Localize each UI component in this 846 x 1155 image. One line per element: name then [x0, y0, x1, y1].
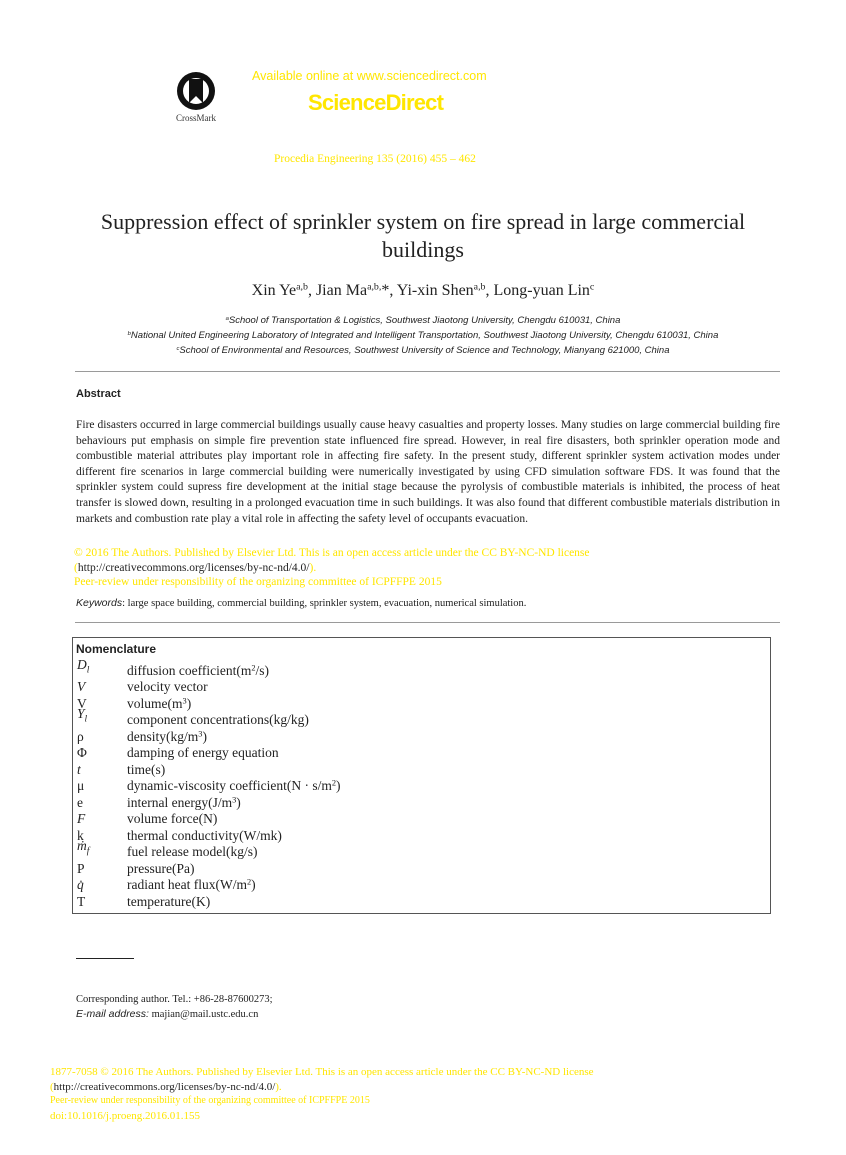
available-online[interactable]: Available online at www.sciencedirect.com: [252, 69, 487, 83]
affiliations: [0, 313, 846, 358]
crossmark-icon: [175, 70, 217, 112]
footer-link-line: (http://creativecommons.org/licenses/by-nc-nd/4.0/).: [50, 1080, 282, 1093]
nomenclature-symbol: q̇: [77, 877, 84, 892]
nomenclature-symbol: e: [77, 794, 83, 810]
nomenclature-symbol: ρ: [77, 728, 84, 744]
nomenclature-symbol: k: [77, 827, 84, 843]
nomenclature-row: [76, 679, 767, 696]
footer: [50, 1065, 594, 1123]
nomenclature-description: $density(kg/m^3)$: [127, 728, 207, 744]
license-line: © 2016 The Authors. Published by Elsevier Ltd. This is an open access article under the CC BY-NC-ND license: [74, 547, 590, 559]
author: Xin Ye$^{a,b}$,: [251, 281, 316, 299]
nomenclature-row: [76, 838, 767, 861]
nomenclature-description: thermal conductivity(W/mk): [127, 827, 282, 843]
nomenclature-symbol: t: [77, 761, 81, 777]
email-line: E-mail address: majian@mail.ustc.edu.cn: [76, 1008, 259, 1020]
footer-license: 1877-7058 © 2016 The Authors. Published by Elsevier Ltd. This is an open access article under the CC BY-NC-ND license: [50, 1066, 594, 1078]
nomenclature-box: [72, 637, 771, 914]
affiliation: $^c$School of Environmental and Resources, Southwest University of Science and Technology, Mianyang 621000, China: [176, 345, 670, 356]
nomenclature-row: [76, 877, 767, 894]
footer-peer-review: Peer-review under responsibility of the organizing committee of ICPFFPE 2015: [50, 1095, 370, 1106]
abstract-heading: Abstract: [76, 388, 121, 400]
peer-review-line: Peer-review under responsibility of the organizing committee of ICPFFPE 2015: [74, 576, 442, 589]
nomenclature-description: damping of energy equation: [127, 745, 279, 760]
paper-title: Suppression effect of sprinkler system on fire spread in large commercial buildings: [100, 209, 746, 262]
nomenclature-row: [76, 761, 767, 778]
nomenclature-row: [76, 860, 767, 877]
nomenclature-description: volume force(N): [127, 811, 218, 826]
nomenclature-row: [76, 811, 767, 828]
crossmark-label: CrossMark: [176, 113, 216, 123]
nomenclature-row: [76, 745, 767, 762]
nomenclature-symbol: ṁ$_f$: [77, 838, 90, 857]
nomenclature-row: [76, 728, 767, 745]
nomenclature-description: internal $energy(J/m^3)$: [127, 794, 241, 810]
journal-reference: Procedia Engineering 135 (2016) 455 – 462: [274, 153, 476, 165]
nomenclature-row: [76, 695, 767, 712]
nomenclature-description: temperature(K): [127, 893, 211, 909]
nomenclature-symbol: P: [77, 860, 85, 876]
author: Long-yuan Lin$^c$: [493, 281, 595, 299]
nomenclature-row: [76, 706, 767, 729]
footnote-rule: [76, 958, 134, 959]
abstract-body: Fire disasters occurred in large commercial buildings usually cause heavy casualties and property losses. Many studies on large commercial building fire behaviours put emphasis on simple fire prevention state influenced fire spread. However, in real fire disasters, both sprinkler operation mode and combustible material attributes play important role in affecting fire safety. In the present study, different sprinkler system activation modes under different fire scenarios in large commercial building were numerically investigated by using CFD simulation software FDS. It was found that the sprinkler system could supress fire development at the initial stage because the pyrolysis of combustible materials is inhibited, the process of heat transfer is slowed down, resulting in a prolonged evacuation time in such buildings. It was also found that different combustible materials distribution in markets and combustion rate play a vital role in affecting the safety level of occupants evacuation.: [76, 419, 780, 525]
nomenclature-symbol: F⃗: [77, 811, 96, 826]
divider: [75, 371, 780, 372]
nomenclature-row: [76, 893, 767, 910]
crossmark-logo[interactable]: [168, 70, 224, 123]
nomenclature-description: fuel release model(kg/s): [127, 844, 258, 859]
nomenclature-list: [76, 656, 767, 910]
author: Yi-xin Shen$^{a,b}$,: [396, 281, 494, 299]
nomenclature-symbol: $D_l$: [77, 656, 90, 676]
nomenclature-symbol: $Y_l$: [77, 706, 88, 725]
nomenclature-description: pressure(Pa): [127, 860, 195, 876]
footer-doi[interactable]: doi:10.1016/j.proeng.2016.01.155: [50, 1109, 201, 1122]
keywords-label: Keywords: [76, 597, 123, 609]
divider: [75, 622, 780, 623]
license-block: [74, 546, 590, 590]
keywords: Keywords: large space building, commercial building, sprinkler system, evacuation, numerical simulation.: [76, 597, 527, 609]
nomenclature-symbol: V⃗: [77, 679, 96, 694]
affiliation: $^b$National United Engineering Laboratory of Integrated and Intelligent Transportation, Southwest Jiaotong University, Chengdu 610031, China: [127, 330, 719, 341]
license-link[interactable]: http://creativecommons.org/licenses/by-nc-nd/4.0/: [77, 561, 310, 574]
nomenclature-description: diffusion $coefficient(m^2/s)$: [127, 662, 270, 678]
nomenclature-description: component concentrations(kg/kg): [127, 712, 309, 727]
nomenclature-symbol: V: [77, 695, 87, 711]
nomenclature-row: [76, 656, 767, 679]
nomenclature-symbol: μ: [77, 778, 85, 793]
nomenclature-symbol: T: [77, 893, 86, 909]
nomenclature-symbol: Φ: [77, 745, 87, 760]
nomenclature-row: [76, 778, 767, 795]
author-list: [0, 282, 846, 300]
nomenclature-row: [76, 794, 767, 811]
footer-license-link[interactable]: http://creativecommons.org/licenses/by-nc-nd/4.0/: [53, 1080, 276, 1093]
nomenclature-heading: Nomenclature: [76, 642, 157, 656]
sciencedirect-brand: ScienceDirect: [308, 90, 444, 115]
footnote: [76, 993, 273, 1022]
affiliation: $^a$School of Transportation & Logistics, Southwest Jiaotong University, Chengdu 610031, China: [225, 315, 621, 326]
nomenclature-description: velocity vector: [127, 679, 208, 694]
email-link[interactable]: majian@mail.ustc.edu.cn: [148, 1009, 259, 1020]
nomenclature-description: radiant heat $flux(W/m^2)$: [127, 877, 256, 892]
nomenclature-description: dynamic-viscosity coefficient(N · $s/m^2$): [127, 778, 341, 793]
license-link-line: (http://creativecommons.org/licenses/by-nc-nd/4.0/).: [74, 561, 317, 574]
author: Jian $Ma^{a,b,}*$,: [315, 281, 397, 299]
corresponding-author: Corresponding author. Tel.: +86-28-87600273;: [76, 994, 273, 1005]
nomenclature-description: time(s): [127, 761, 166, 777]
nomenclature-description: $volume(m^3)$: [127, 695, 192, 711]
nomenclature-row: [76, 827, 767, 844]
